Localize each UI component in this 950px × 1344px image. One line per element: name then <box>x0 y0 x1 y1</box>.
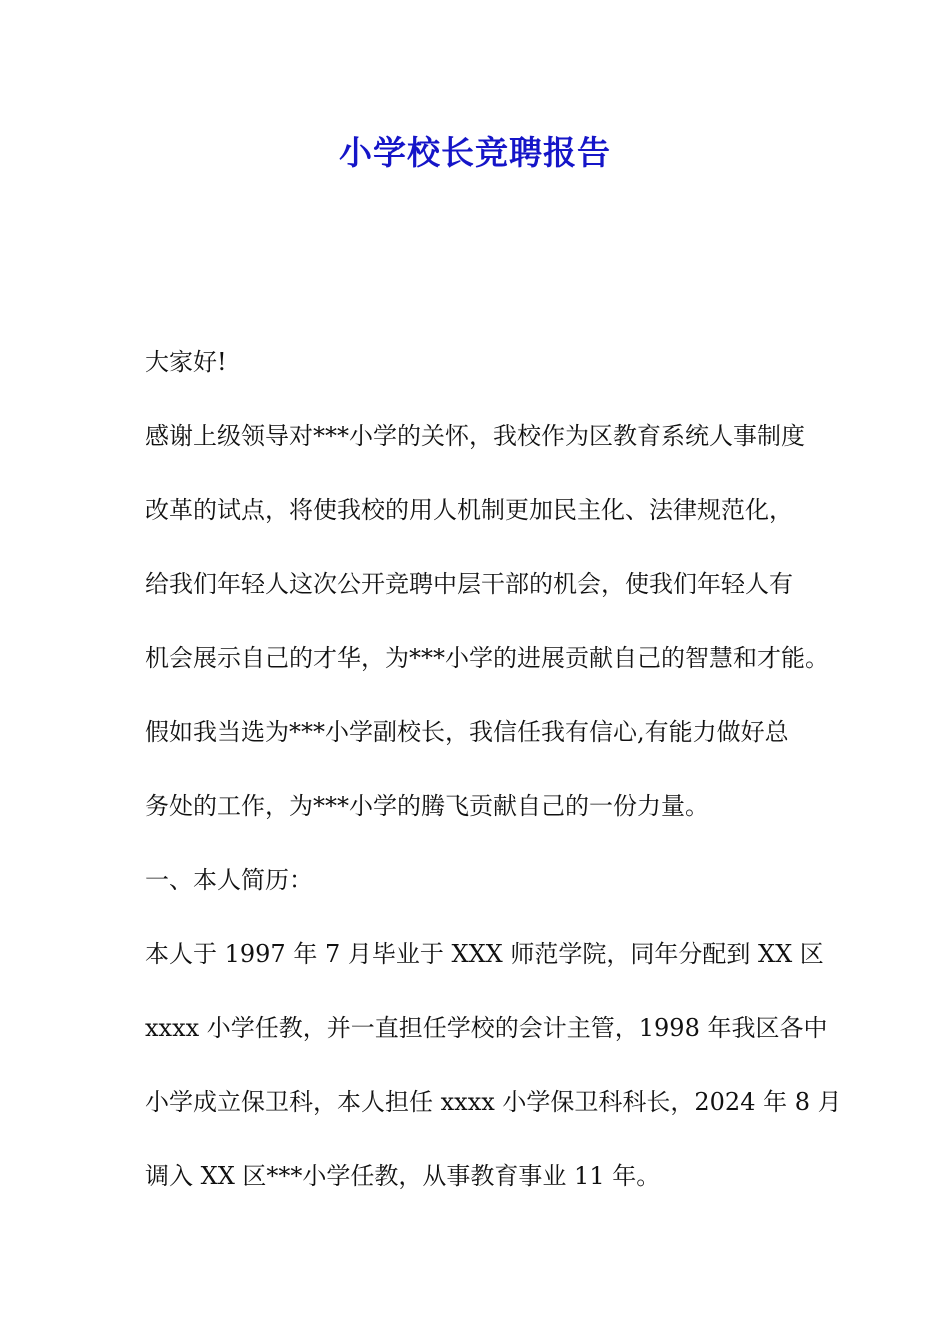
body-line: 本人于 1997 年 7 月毕业于 XXX 师范学院，同年分配到 XX 区 <box>145 940 824 968</box>
body-line: 假如我当选为***小学副校长，我信任我有信心,有能力做好总 <box>145 718 789 746</box>
body-line: 改革的试点，将使我校的用人机制更加民主化、法律规范化， <box>145 496 793 524</box>
section-heading: 一、本人简历： <box>145 866 313 894</box>
body-line: 给我们年轻人这次公开竞聘中层干部的机会，使我们年轻人有 <box>145 570 793 598</box>
body-line: 小学成立保卫科，本人担任 xxxx 小学保卫科科长，2024 年 8 月 <box>145 1088 842 1116</box>
body-line: 机会展示自己的才华，为***小学的进展贡献自己的智慧和才能。 <box>145 644 829 672</box>
greeting-line: 大家好! <box>145 348 227 376</box>
document-title: 小学校长竞聘报告 <box>339 133 611 172</box>
body-line: 务处的工作，为***小学的腾飞贡献自己的一份力量。 <box>145 792 709 820</box>
body-line: xxxx 小学任教，并一直担任学校的会计主管，1998 年我区各中 <box>145 1014 828 1042</box>
body-line: 感谢上级领导对***小学的关怀，我校作为区教育系统人事制度 <box>145 422 805 450</box>
body-line: 调入 XX 区***小学任教，从事教育事业 11 年。 <box>145 1162 661 1190</box>
